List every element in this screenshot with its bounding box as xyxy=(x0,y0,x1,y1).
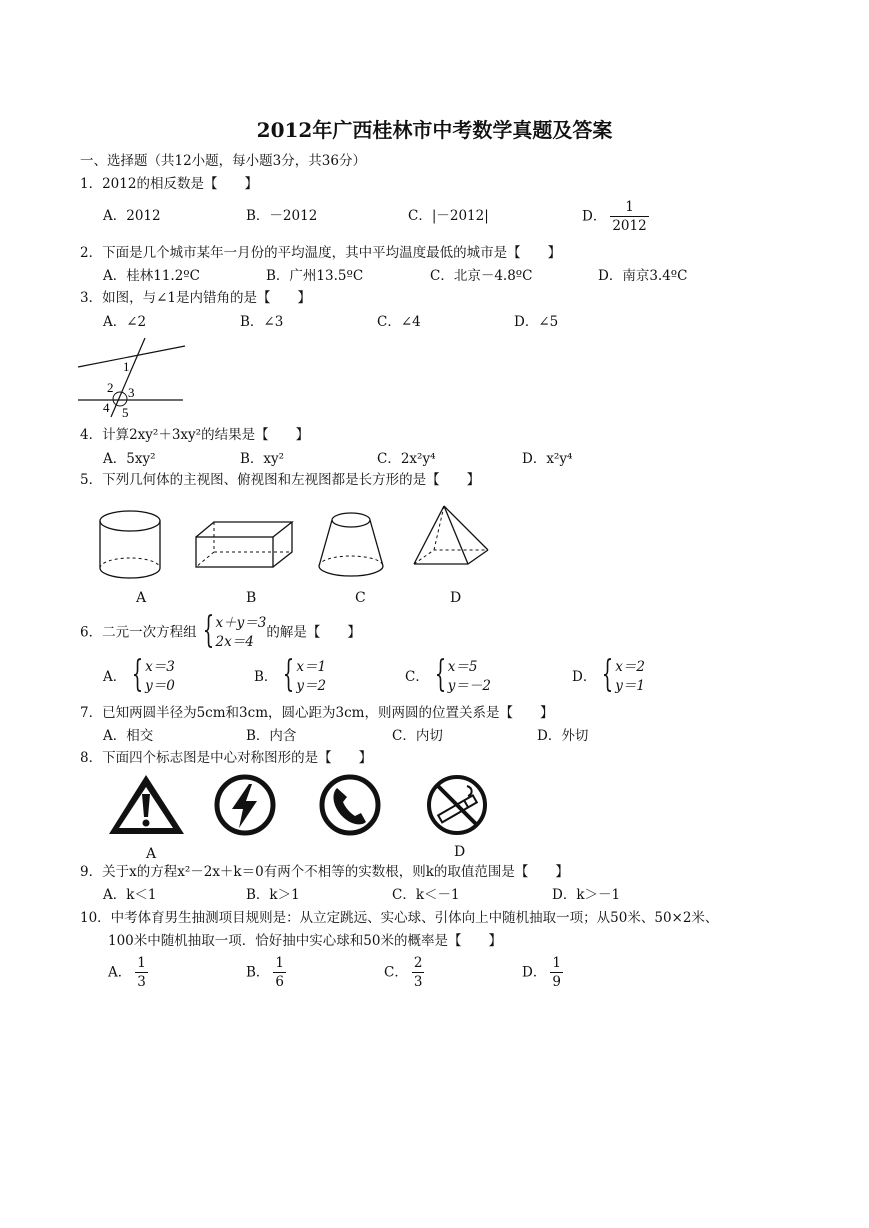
fig-label-5: 5 xyxy=(122,405,129,420)
fig-label-4: 4 xyxy=(103,400,110,415)
q10-option-a xyxy=(108,954,148,991)
q5-label-a: A xyxy=(136,590,147,606)
option-row: y＝1 xyxy=(615,678,645,694)
option-row: x＝3 xyxy=(145,659,175,675)
no-smoking-icon xyxy=(423,772,491,838)
q10-stem-line2: 100米中随机抽取一项．恰好抽中实心球和50米的概率是【 】 xyxy=(108,933,502,949)
fig-label-3: 3 xyxy=(128,385,135,400)
numerator: 1 xyxy=(552,955,561,971)
phone-circle-icon xyxy=(316,772,384,838)
q4-stem: 4．计算2xy²＋3xy²的结果是【 】 xyxy=(80,427,310,443)
denominator: 3 xyxy=(137,974,146,990)
pyramid-figure xyxy=(410,500,495,580)
q3-option-b: B．∠3 xyxy=(240,314,284,330)
q7-option-b: B．内含 xyxy=(246,728,297,744)
q2-option-c: C．北京－4.8ºC xyxy=(430,268,533,284)
option-row: x＝5 xyxy=(447,659,478,675)
q8-stem: 8．下面四个标志图是中心对称图形的是【 】 xyxy=(80,750,373,766)
q9-option-a: A．k＜1 xyxy=(103,887,157,903)
q6-option-d: D． { x＝2 y＝1 xyxy=(572,654,645,695)
numerator: 2 xyxy=(413,955,423,971)
q5-label-d: D xyxy=(450,590,462,606)
denominator: 9 xyxy=(552,974,561,990)
q9-option-c: C．k＜－1 xyxy=(392,887,460,903)
q2-option-b: B．广州13.5ºC xyxy=(266,268,364,284)
fig-label-1: 1 xyxy=(123,359,130,374)
q1-option-d-label: D． xyxy=(582,208,607,225)
fig-label-2: 2 xyxy=(107,380,114,395)
q4-option-c: C．2x²y⁴ xyxy=(377,451,436,467)
option-row: y＝2 xyxy=(296,678,327,694)
q6-system: { x＋y＝3 2x＝4 xyxy=(202,610,267,651)
q2-stem: 2．下面是几个城市某年一月份的平均温度，其中平均温度最低的城市是【 】 xyxy=(80,245,562,261)
q6-option-c: C． { x＝5 y＝－2 xyxy=(405,654,491,695)
q6-prefix: 6．二元一次方程组 xyxy=(80,624,197,641)
option-label: C． xyxy=(405,669,429,685)
option-label: A． xyxy=(108,964,132,981)
q1-option-d-fraction xyxy=(610,198,648,235)
q2-option-a: A．桂林11.2ºC xyxy=(103,268,200,284)
option-label: D． xyxy=(572,669,597,685)
q3-option-c: C．∠4 xyxy=(377,314,421,330)
q7-option-c: C．内切 xyxy=(392,728,443,744)
option-label: D． xyxy=(522,964,547,981)
option-label: B． xyxy=(254,669,278,685)
denominator: 2012 xyxy=(612,218,647,234)
q6-option-b: B． { x＝1 y＝2 xyxy=(254,654,327,695)
q5-label-c: C xyxy=(355,590,366,606)
section-heading: 一、选择题（共12小题，每小题3分，共36分） xyxy=(80,153,366,169)
q1-option-b: B．－2012 xyxy=(246,208,318,224)
q6-eq2: 2x＝4 xyxy=(215,634,254,650)
q3-option-d: D．∠5 xyxy=(514,314,559,330)
numerator: 1 xyxy=(137,955,146,971)
q10-option-b xyxy=(246,954,286,991)
denominator: 6 xyxy=(275,974,285,990)
frustum-figure xyxy=(313,508,393,583)
option-row: y＝0 xyxy=(145,678,175,694)
option-label: B． xyxy=(246,964,270,981)
q10-option-d xyxy=(522,954,563,991)
q10-stem-line1: 10．中考体育男生抽测项目规则是：从立定跳远、实心球、引体向上中随机抽取一项；从50米、50×2米、 xyxy=(80,910,719,926)
q6-suffix: 的解是【 】 xyxy=(266,624,361,641)
q6-stem xyxy=(80,610,361,652)
q8-label-d: D xyxy=(454,844,466,860)
q9-option-d: D．k＞－1 xyxy=(552,887,621,903)
q5-stem: 5．下列几何体的主视图、俯视图和左视图都是长方形的是【 】 xyxy=(80,472,481,488)
q6-eq1: x＋y＝3 xyxy=(215,615,267,631)
q8-label-a: A xyxy=(146,846,157,862)
cuboid-figure xyxy=(192,518,297,573)
option-row: x＝1 xyxy=(296,659,327,675)
q4-option-b: B．xy² xyxy=(240,451,285,467)
option-row: y＝－2 xyxy=(447,678,491,694)
q3-stem: 3．如图，与∠1是内错角的是【 】 xyxy=(80,290,311,306)
q1-option-d xyxy=(582,198,649,235)
numerator: 1 xyxy=(625,199,634,215)
q6-option-a: A． { x＝3 y＝0 xyxy=(103,654,175,695)
warning-triangle-icon xyxy=(108,772,188,838)
q10-option-c xyxy=(384,954,424,991)
option-label: C． xyxy=(384,964,408,981)
q7-option-d: D．外切 xyxy=(537,728,589,744)
option-row: x＝2 xyxy=(615,659,645,675)
q2-option-d: D．南京3.4ºC xyxy=(598,268,688,284)
q7-option-a: A．相交 xyxy=(103,728,154,744)
q3-option-a: A．∠2 xyxy=(103,314,147,330)
page-title: 2012年广西桂林市中考数学真题及答案 xyxy=(256,118,613,142)
lightning-circle-icon xyxy=(212,772,278,838)
denominator: 3 xyxy=(413,974,423,990)
q9-stem: 9．关于x的方程x²－2x＋k＝0有两个不相等的实数根，则k的取值范围是【 】 xyxy=(80,864,569,880)
q5-label-b: B xyxy=(246,590,257,606)
q1-stem: 1．2012的相反数是【 】 xyxy=(80,176,258,192)
q3-angle-figure xyxy=(75,335,190,420)
option-label: A． xyxy=(103,669,127,685)
numerator: 1 xyxy=(275,955,285,971)
q4-option-d: D．x²y⁴ xyxy=(522,451,573,467)
q4-option-a: A．5xy² xyxy=(103,451,156,467)
cylinder-figure xyxy=(95,508,170,583)
q1-option-a: A．2012 xyxy=(103,208,161,224)
q7-stem: 7．已知两圆半径为5cm和3cm，圆心距为3cm，则两圆的位置关系是【 】 xyxy=(80,705,554,721)
q9-option-b: B．k＞1 xyxy=(246,887,300,903)
q1-option-c: C．|－2012| xyxy=(408,208,489,224)
